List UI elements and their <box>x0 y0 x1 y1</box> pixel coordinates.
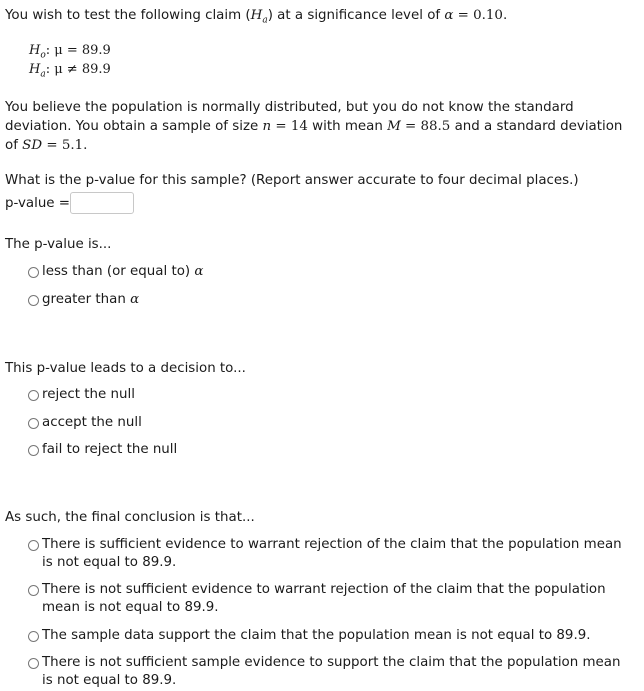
q3-option-4[interactable]: There is not sufficient sample evidence to support the claim that the population mean is not equal to 89.9. <box>28 654 628 690</box>
q2-option-reject[interactable]: reject the null <box>28 386 135 404</box>
alternative-hypothesis: $H_a$: μ ≠ 89.9 <box>29 62 111 80</box>
q3-title: As such, the final conclusion is that... <box>5 510 255 525</box>
q2-option-accept[interactable]: accept the null <box>28 414 142 432</box>
q3-option-2[interactable]: There is not sufficient evidence to warrant rejection of the claim that the population mean is not equal to 89.9. <box>28 581 618 617</box>
description-line-2: deviation. You obtain a sample of size n = 14 with mean M = 88.5 and a standard deviation <box>5 119 623 134</box>
radio-button[interactable] <box>28 658 39 669</box>
null-hypothesis: $H_o$: μ = 89.9 <box>29 43 111 61</box>
radio-button[interactable] <box>28 267 39 278</box>
q1-option-greater[interactable]: greater than α <box>28 291 139 309</box>
description-line-1: You believe the population is normally distributed, but you do not know the standard <box>5 100 574 115</box>
intro-text: You wish to test the following claim $(H_a)$ at a significance level of α = 0.10. <box>5 8 508 26</box>
description-line-3: of SD = 5.1. <box>5 138 88 153</box>
q2-option-fail-to-reject[interactable]: fail to reject the null <box>28 441 177 459</box>
radio-button[interactable] <box>28 631 39 642</box>
q3-option-1[interactable]: There is sufficient evidence to warrant rejection of the claim that the population mean is not equal to 89.9. <box>28 536 628 572</box>
pvalue-input[interactable] <box>70 192 134 214</box>
radio-button[interactable] <box>28 540 39 551</box>
radio-button[interactable] <box>28 585 39 596</box>
radio-button[interactable] <box>28 445 39 456</box>
pvalue-prompt: What is the p-value for this sample? (Report answer accurate to four decimal places.) <box>5 173 579 188</box>
q1-title: The p-value is... <box>5 237 112 252</box>
radio-button[interactable] <box>28 390 39 401</box>
q3-option-3[interactable]: The sample data support the claim that the population mean is not equal to 89.9. <box>28 627 628 645</box>
q1-option-less-equal[interactable]: less than (or equal to) α <box>28 263 203 281</box>
radio-button[interactable] <box>28 418 39 429</box>
radio-button[interactable] <box>28 295 39 306</box>
pvalue-label: p-value = <box>5 196 71 211</box>
q2-title: This p-value leads to a decision to... <box>5 361 246 376</box>
